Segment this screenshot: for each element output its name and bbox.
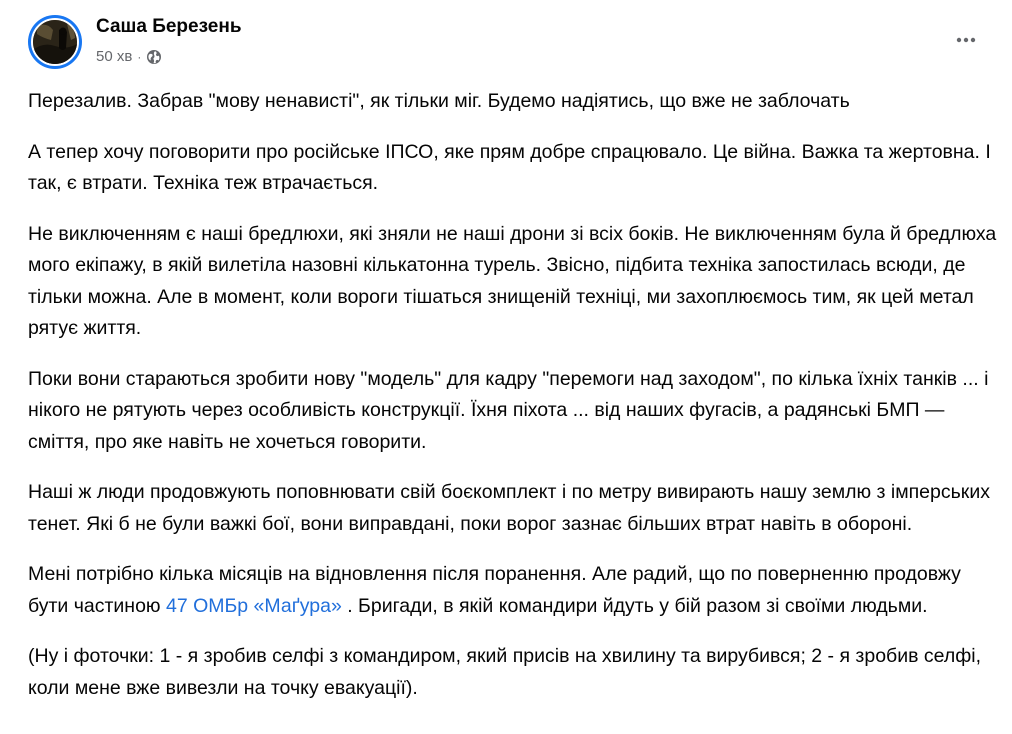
paragraph-6-text-before: Мені потрібно кілька місяців на відновлення після поранення. Але радий, що по поверненню продовжу бути частиною (28, 563, 961, 617)
post-body (28, 86, 998, 723)
post-paragraph-7: (Ну і фоточки: 1 - я зробив селфі з командиром, який присів на хвилину та вирубився; 2 - я зробив селфі, коли мене вже вивезли на точку евакуації). (28, 645, 982, 699)
avatar[interactable] (28, 15, 82, 69)
post-paragraph-4: Поки вони стараються зробити нову "модель" для кадру "перемоги над заходом", по кілька їхніх танків ... і нікого не рятують через особливість конструкції. Їхня піхота ... від наших фугасів, а радянські БМП — сміття, про яке навіть не хочеться говорити. (28, 367, 989, 453)
post-paragraph-3: Не виключенням є наші бредлюхи, які зняли не наші дрони зі всіх боків. Не виключенням була й бредлюха мого екіпажу, в якій вилетіла назовні кількатонна турель. Звісно, підбита техніка запостилась всюди, де тільки можна. Але в момент, коли вороги тішаться знищеній техніці, ми захоплюємось тим, як цей метал рятує життя. (28, 222, 997, 339)
avatar-image (33, 20, 77, 64)
globe-icon[interactable] (146, 49, 162, 65)
post-paragraph-6 (28, 559, 998, 622)
post-meta (96, 47, 162, 67)
post-paragraph-5: Наші ж люди продовжують поповнювати свій боєкомплект і по метру вивирають нашу землю з імперських тенет. Які б не були важкі бої, вони виправдані, поки ворог зазнає більших втрат навіть в обороні. (28, 481, 990, 535)
author-name[interactable]: Саша Березень (96, 16, 242, 37)
ellipsis-icon (954, 28, 978, 52)
paragraph-6-text-after: . Бригади, в якій командири йдуть у бій разом зі своїми людьми. (341, 594, 928, 617)
more-options-button[interactable] (948, 22, 984, 58)
post-time[interactable]: 50 хв (96, 48, 133, 65)
post-paragraph-1: Перезалив. Забрав "мову ненависті", як тільки міг. Будемо надіятись, що вже не заблочать (28, 90, 850, 112)
avatar-photo (31, 18, 79, 66)
meta-separator: · (137, 50, 142, 64)
post-paragraph-2: А тепер хочу поговорити про російське ІПСО, яке прям добре спрацювало. Це війна. Важка та жертовна. І так, є втрати. Техніка теж втрачається. (28, 140, 991, 194)
brigade-page-link[interactable]: 47 ОМБр «Маґура» (165, 594, 342, 617)
